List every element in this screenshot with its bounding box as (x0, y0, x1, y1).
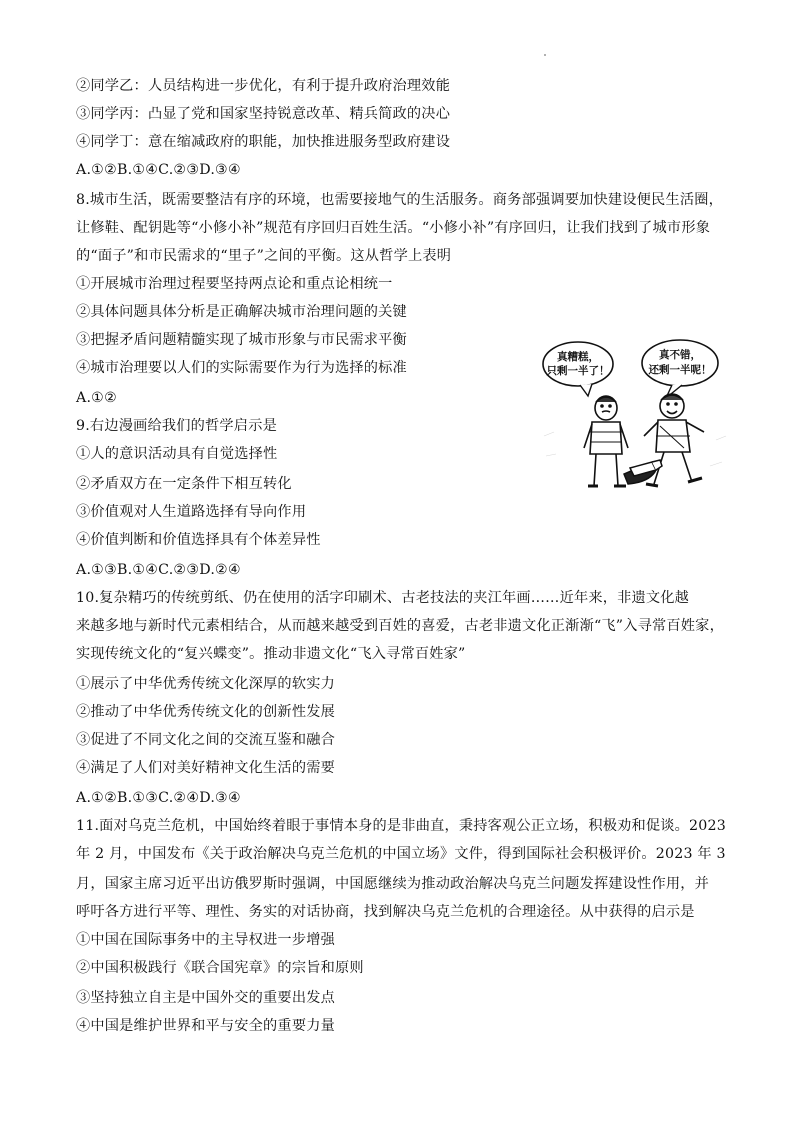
scan-speck (544, 54, 546, 56)
option-line: ④城市治理要以人们的实际需要作为行为选择的标准 (76, 360, 407, 376)
option-line: ①中国在国际事务中的主导权进一步增强 (76, 932, 335, 948)
right-bubble-line-1: 真不错， (659, 349, 701, 361)
question-10-text: 10.复杂精巧的传统剪纸、仍在使用的活字印刷术、古老技法的夹江年画……近年来，非遗文化越 (76, 590, 690, 606)
option-line: ①开展城市治理过程要坚持两点论和重点论相统一 (76, 276, 393, 292)
question-9-text: 9.右边漫画给我们的哲学启示是 (76, 418, 277, 434)
option-line: ②具体问题具体分析是正确解决城市治理问题的关键 (76, 304, 407, 320)
question-11-text: 月，国家主席习近平出访俄罗斯时强调，中国愿继续为推动政治解决乌克兰问题发挥建设性作用，并 (76, 876, 710, 892)
text-line: ④同学丁：意在缩减政府的职能，加快推进服务型政府建设 (76, 134, 451, 150)
question-8-text: 8.城市生活，既需要整洁有序的环境，也需要接地气的生活服务。商务部强调要加快建设便民生活圈， (76, 192, 723, 208)
option-line: ③坚持独立自主是中国外交的重要出发点 (76, 990, 335, 1006)
option-line: ③价值观对人生道路选择有导向作用 (76, 504, 307, 520)
answer-line: A.①② (76, 390, 117, 406)
option-line: ②推动了中华优秀传统文化的创新性发展 (76, 704, 335, 720)
text-line: ②同学乙：人员结构进一步优化，有利于提升政府治理效能 (76, 78, 451, 94)
option-line: ④价值判断和价值选择具有个体差异性 (76, 532, 321, 548)
left-bubble-line-2: 只剩一半了！ (546, 365, 610, 377)
text-line: ③同学丙：凸显了党和国家坚持锐意改革、精兵简政的决心 (76, 106, 451, 122)
answer-line: A.①②B.①③C.②④D.③④ (76, 790, 241, 806)
question-11-text: 年 2 月，中国发布《关于政治解决乌克兰危机的中国立场》文件，得到国际社会积极评价。2023 年 3 (76, 846, 726, 862)
question-11-text: 11.面对乌克兰危机，中国始终着眼于事情本身的是非曲直，秉持客观公正立场，积极劝和促谈。2023 (76, 818, 726, 834)
question-10-text: 实现传统文化的“复兴蝶变”。推动非遗文化“飞入寻常百姓家” (76, 646, 466, 662)
option-line: ①展示了中华优秀传统文化深厚的软实力 (76, 676, 335, 692)
option-line: ①人的意识活动具有自觉选择性 (76, 446, 278, 462)
option-line: ③促进了不同文化之间的交流互鉴和融合 (76, 732, 335, 748)
question-8-text: 让修鞋、配钥匙等“小修小补”规范有序回归百姓生活。“小修小补”有序回归，让我们找到了城市形象 (76, 220, 711, 236)
cartoon-illustration (540, 336, 730, 498)
option-line: ④中国是维护世界和平与安全的重要力量 (76, 1018, 335, 1034)
left-bubble-line-1: 真糟糕， (557, 351, 599, 363)
answer-line: A.①③B.①④C.②③D.②④ (76, 562, 241, 578)
option-line: ③把握矛盾问题精髓实现了城市形象与市民需求平衡 (76, 332, 407, 348)
right-bubble-line-2: 还剩一半呢！ (648, 364, 712, 376)
answer-line: A.①②B.①④C.②③D.③④ (76, 162, 241, 178)
question-10-text: 来越多地与新时代元素相结合，从而越来越受到百姓的喜爱，古老非遗文化正渐渐“飞”入寻常百姓家， (76, 618, 724, 634)
option-line: ②中国积极践行《联合国宪章》的宗旨和原则 (76, 960, 364, 976)
option-line: ④满足了人们对美好精神文化生活的需要 (76, 760, 335, 776)
question-11-text: 呼吁各方进行平等、理性、务实的对话协商，找到解决乌克兰危机的合理途径。从中获得的启示是 (76, 904, 695, 920)
question-8-text: 的“面子”和市民需求的“里子”之间的平衡。这从哲学上表明 (76, 248, 452, 264)
option-line: ②矛盾双方在一定条件下相互转化 (76, 476, 292, 492)
